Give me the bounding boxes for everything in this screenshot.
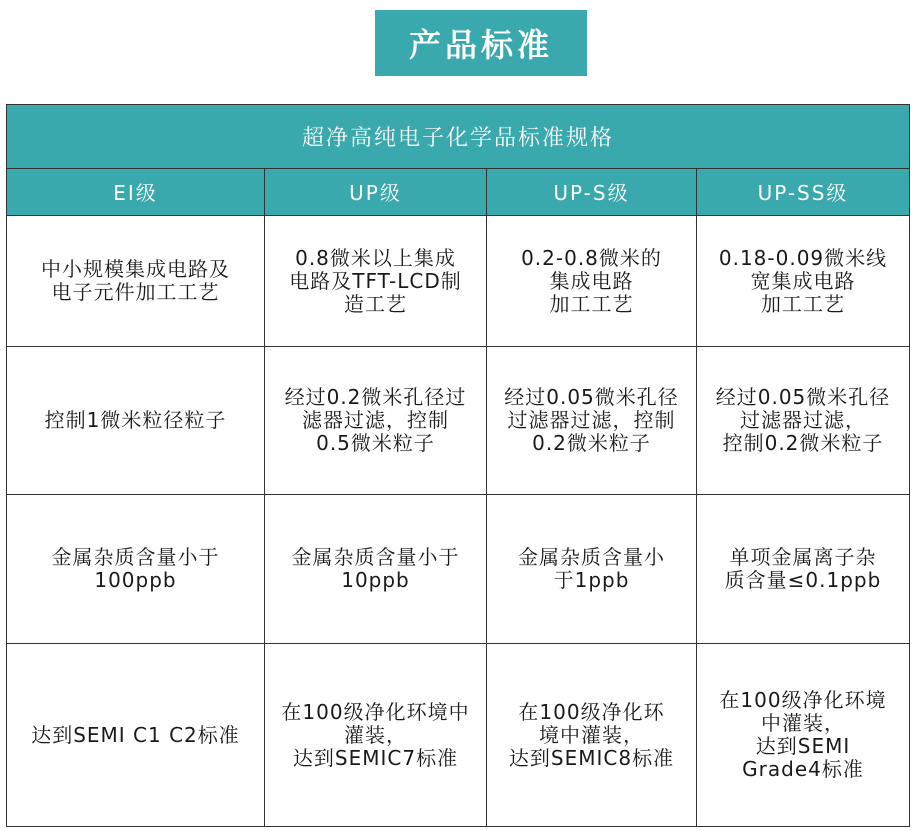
table-row-particles: [7, 347, 910, 494]
page-title: 产品标准: [375, 10, 587, 76]
table-title-row: [7, 105, 910, 169]
table-row-process: [7, 216, 910, 347]
table-cell: 单项金属离子杂 质含量≤0.1ppb: [697, 494, 910, 643]
standards-table: [6, 104, 910, 827]
column-header-up-ss: UP-SS级: [697, 168, 910, 215]
column-header-up: UP级: [265, 168, 487, 215]
table-cell: 经过0.2微米孔径过 滤器过滤，控制 0.5微米粒子: [265, 347, 487, 494]
table-cell: 经过0.05微米孔径 过滤器过滤，控制 0.2微米粒子: [487, 347, 697, 494]
table-header-row: [7, 168, 910, 215]
column-header-up-s: UP-S级: [487, 168, 697, 215]
table-row-metal-impurities: [7, 494, 910, 643]
table-cell: 达到SEMI C1 C2标准: [7, 644, 265, 827]
table-cell: 0.2-0.8微米的 集成电路 加工工艺: [487, 216, 697, 347]
table-cell: 经过0.05微米孔径 过滤器过滤， 控制0.2微米粒子: [697, 347, 910, 494]
table-cell: 0.18-0.09微米线 宽集成电路 加工工艺: [697, 216, 910, 347]
table-row-standard: [7, 644, 910, 827]
table-cell: 金属杂质含量小于 10ppb: [265, 494, 487, 643]
table-cell: 0.8微米以上集成 电路及TFT-LCD制 造工艺: [265, 216, 487, 347]
table-cell: 控制1微米粒径粒子: [7, 347, 265, 494]
table-cell: 中小规模集成电路及 电子元件加工工艺: [7, 216, 265, 347]
column-header-ei: EI级: [7, 168, 265, 215]
table-title: 超净高纯电子化学品标准规格: [7, 105, 910, 169]
table-cell: 金属杂质含量小 于1ppb: [487, 494, 697, 643]
table-cell: 在100级净化环境中 灌装， 达到SEMIC7标准: [265, 644, 487, 827]
table-cell: 在100级净化环境 中灌装， 达到SEMI Grade4标准: [697, 644, 910, 827]
table-cell: 在100级净化环 境中灌装， 达到SEMIC8标准: [487, 644, 697, 827]
table-cell: 金属杂质含量小于 100ppb: [7, 494, 265, 643]
